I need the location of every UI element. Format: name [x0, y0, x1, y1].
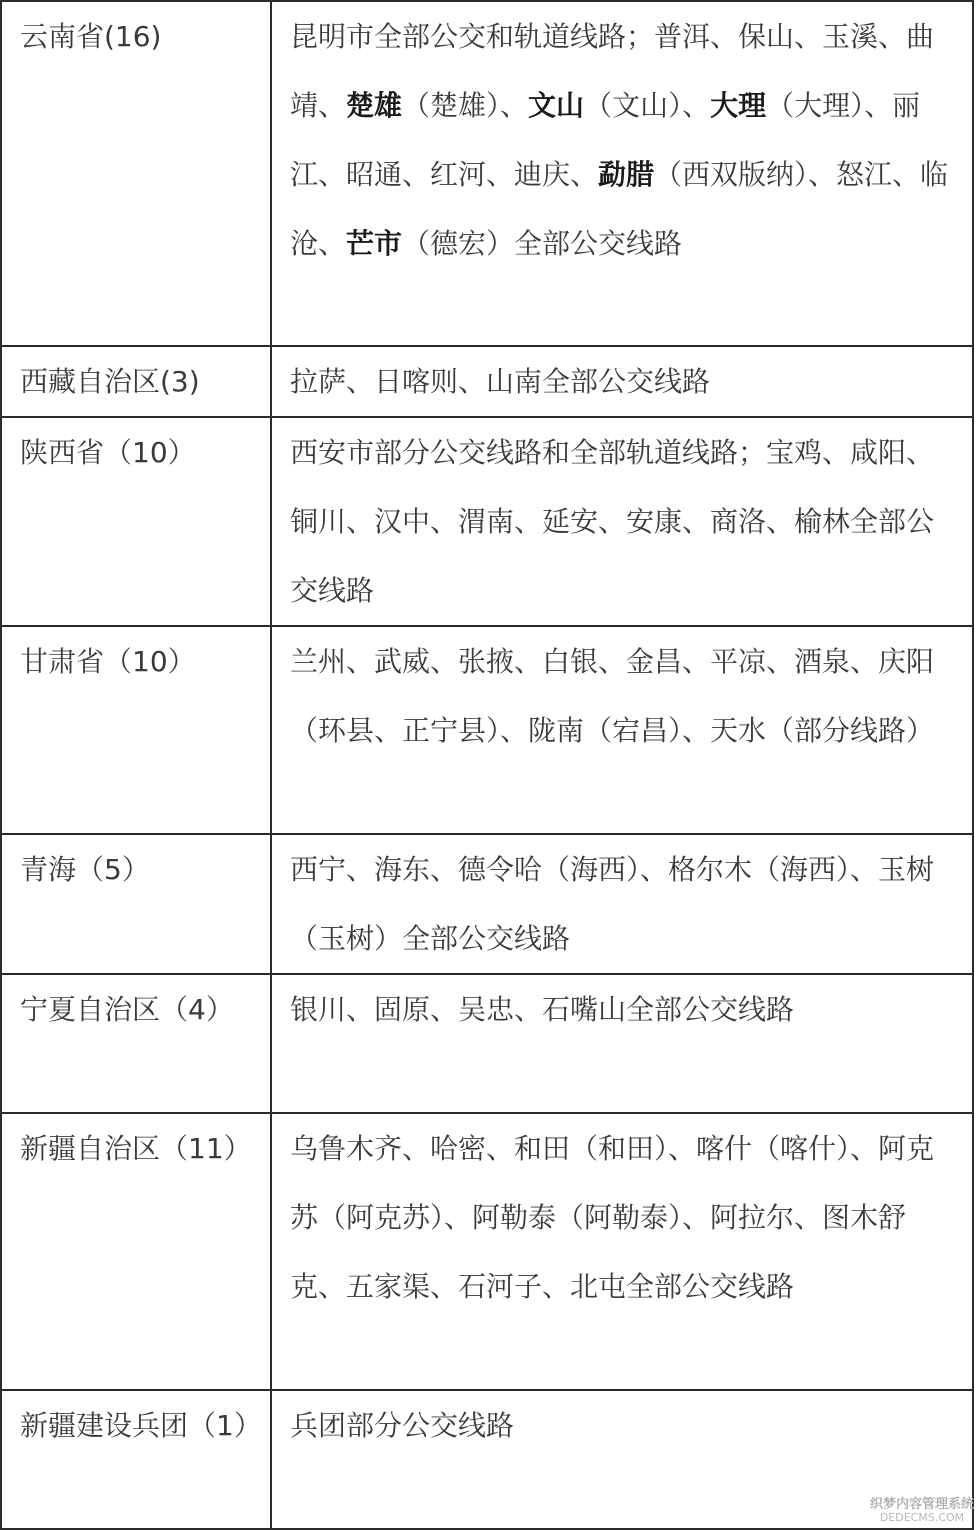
- province-cell: 陕西省（10）: [1, 417, 271, 626]
- watermark-url: DEDECMS.COM: [879, 1510, 965, 1524]
- text-segment: 昆明市全部公交和轨道线路；普洱、保山、玉溪、曲靖、: [290, 20, 935, 122]
- province-cell: 青海（5）: [1, 834, 271, 974]
- bold-city: 大理: [710, 89, 767, 122]
- province-cell: 云南省(16): [1, 1, 271, 346]
- lines-cell: [271, 1, 973, 346]
- watermark: [870, 1498, 974, 1524]
- lines-cell: 西宁、海东、德令哈（海西）、格尔木（海西）、玉树（玉树）全部公交线路: [271, 834, 973, 974]
- table-row-xinjiang: [1, 1113, 973, 1390]
- text-segment: （文山）、: [584, 89, 711, 122]
- table-row-gansu: [1, 626, 973, 834]
- bold-city: 文山: [528, 89, 585, 122]
- table-row-qinghai: [1, 834, 973, 974]
- lines-cell: 西安市部分公交线路和全部轨道线路；宝鸡、咸阳、铜川、汉中、渭南、延安、安康、商洛、榆林全部公交线路: [271, 417, 973, 626]
- table-row-xpcc: [1, 1390, 973, 1529]
- lines-cell: 拉萨、日喀则、山南全部公交线路: [271, 346, 973, 417]
- lines-cell: 银川、固原、吴忠、石嘴山全部公交线路: [271, 974, 973, 1113]
- bold-city: 勐腊: [598, 158, 655, 191]
- lines-cell: 兵团部分公交线路: [271, 1390, 973, 1529]
- text-segment: （德宏）全部公交线路: [402, 227, 683, 260]
- bold-city: 楚雄: [346, 89, 403, 122]
- bold-city: 芒市: [346, 227, 403, 260]
- lines-cell: 乌鲁木齐、哈密、和田（和田）、喀什（喀什）、阿克苏（阿克苏）、阿勒泰（阿勒泰）、阿拉尔、图木舒克、五家渠、石河子、北屯全部公交线路: [271, 1113, 973, 1390]
- text-segment: （大理）、丽江、昭通、红河、迪庆、: [290, 89, 921, 191]
- table-row-ningxia: [1, 974, 973, 1113]
- text-segment: （西双版纳）、怒江、临沧、: [290, 158, 949, 260]
- table-row-shaanxi: [1, 417, 973, 626]
- table-row-tibet: [1, 346, 973, 417]
- table-row-yunnan: [1, 1, 973, 346]
- province-cell: 甘肃省（10）: [1, 626, 271, 834]
- lines-cell: 兰州、武威、张掖、白银、金昌、平凉、酒泉、庆阳（环县、正宁县）、陇南（宕昌）、天水（部分线路）: [271, 626, 973, 834]
- province-cell: 宁夏自治区（4）: [1, 974, 271, 1113]
- province-cell: 西藏自治区(3): [1, 346, 271, 417]
- province-cell: 新疆建设兵团（1）: [1, 1390, 271, 1529]
- text-segment: （楚雄）、: [402, 89, 529, 122]
- province-cell: 新疆自治区（11）: [1, 1113, 271, 1390]
- watermark-title: 织梦内容管理系统: [869, 1496, 974, 1512]
